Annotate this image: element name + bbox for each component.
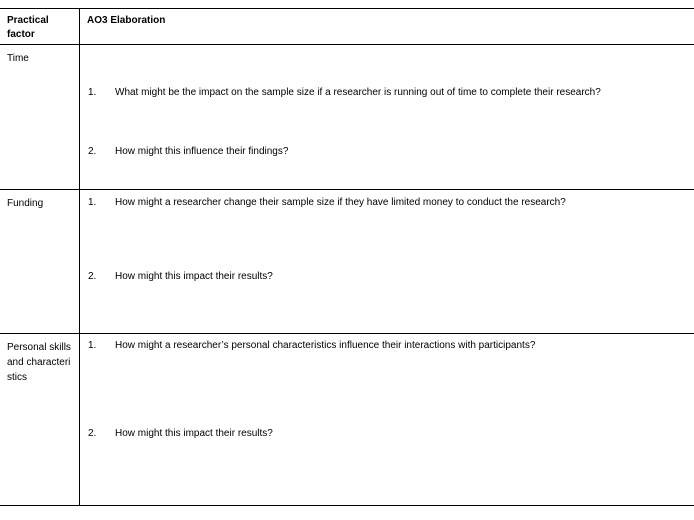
- ao3-elaboration-table: [0, 8, 694, 506]
- question-number: 1.: [88, 87, 97, 98]
- elaboration-cell: [80, 190, 694, 334]
- question-number: 2.: [88, 428, 97, 439]
- table-row-funding: [0, 190, 694, 334]
- factor-cell: [0, 190, 80, 334]
- factor-label: Personal skills and characteristics: [7, 342, 71, 383]
- header-ao3-elaboration: [80, 9, 694, 45]
- table-row-time: [0, 45, 694, 190]
- table-row-personal-skills: [0, 334, 694, 506]
- question-text: What might be the impact on the sample size if a researcher is running out of time to complete their research?: [115, 87, 601, 98]
- factor-label: Funding: [7, 198, 44, 209]
- question-text: How might a researcher change their sample size if they have limited money to conduct the research?: [115, 197, 566, 208]
- factor-cell: [0, 45, 80, 190]
- question-text: How might a researcher’s personal characteristics influence their interactions with participants?: [115, 340, 536, 351]
- question-number: 1.: [88, 197, 97, 208]
- question-number: 1.: [88, 340, 97, 351]
- question-text: How might this influence their findings?: [115, 146, 289, 157]
- factor-label: Time: [7, 53, 29, 64]
- factor-cell: [0, 334, 80, 506]
- question-text: How might this impact their results?: [115, 428, 273, 439]
- question-number: 2.: [88, 271, 97, 282]
- elaboration-cell: [80, 334, 694, 506]
- header-practical-factor: [0, 9, 80, 45]
- question-number: 2.: [88, 146, 97, 157]
- header-practical-factor-label: Practical factor: [7, 15, 49, 40]
- question-text: How might this impact their results?: [115, 271, 273, 282]
- header-ao3-elaboration-label: AO3 Elaboration: [87, 15, 166, 26]
- table-header-row: [0, 9, 694, 45]
- elaboration-cell: [80, 45, 694, 190]
